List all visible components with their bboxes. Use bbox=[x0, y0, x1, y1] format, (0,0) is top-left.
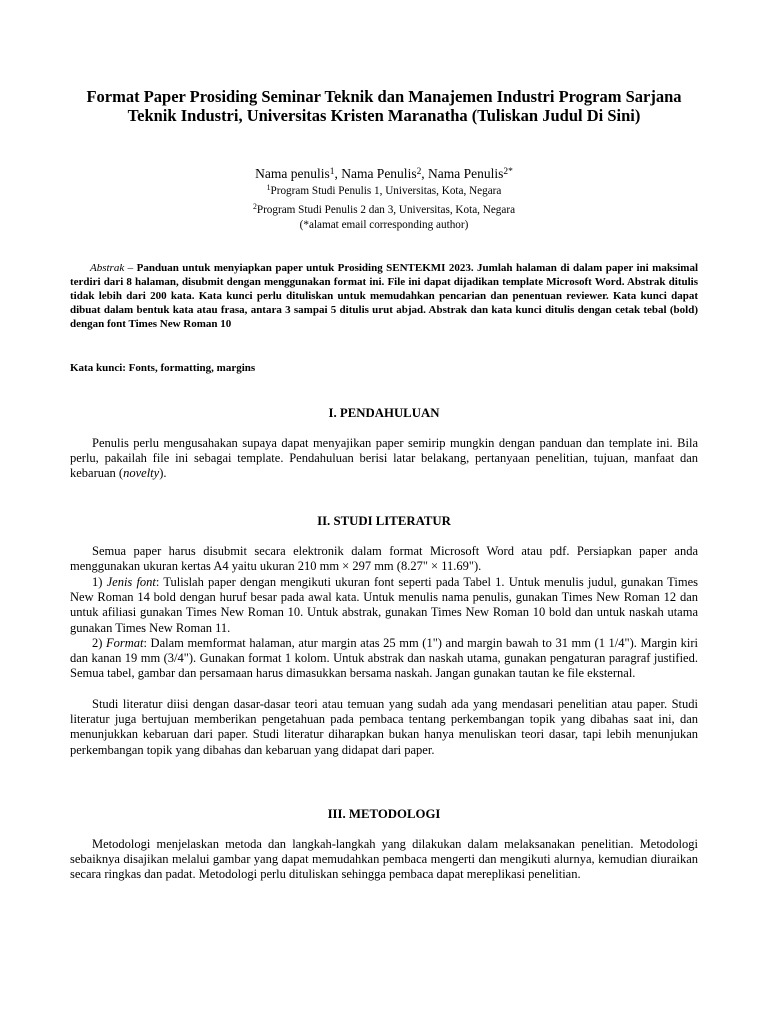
affiliation-2-sup: 2 bbox=[252, 202, 257, 212]
paragraph-submission: Semua paper harus disubmit secara elektronik dalam format Microsoft Word atau pdf. Persiapkan paper anda menggunakan ukuran kertas A4 yaitu ukuran 210 mm × 297 mm (8.27" × 11.69"). bbox=[70, 544, 698, 574]
author-1-sup: 1 bbox=[329, 166, 335, 177]
affiliation-1-text: Program Studi Penulis 1, Universitas, Kota, Negara bbox=[270, 185, 502, 197]
affiliation-2-text: Program Studi Penulis 2 dan 3, Universitas, Kota, Negara bbox=[256, 204, 516, 216]
novelty-term: novelty bbox=[123, 466, 160, 481]
affiliation-1-sup: 1 bbox=[266, 183, 271, 193]
author-2: Nama Penulis bbox=[341, 166, 417, 181]
author-2-sup: 2 bbox=[416, 166, 422, 177]
subheading-jenis-font: Jenis font bbox=[106, 575, 156, 589]
paragraph-text: : Tulislah paper dengan mengikuti ukuran font seperti pada Tabel 1. Untuk menulis judul, gunakan Times New Roman 14 bold dengan huruf besar pada awal kata. Untuk menulis nama penulis, gunakan Times New Roman 12 dan untuk afiliasi gunakan Times New Roman 10. Untuk abstrak, gunakan Times New Roman 10 bold dan untuk naskah utama gunakan Times New Roman 11. bbox=[70, 575, 698, 635]
section-heading-studi-literatur: II. STUDI LITERATUR bbox=[317, 514, 451, 528]
keywords-text: : Fonts, formatting, margins bbox=[122, 362, 256, 374]
paragraph-format bbox=[70, 636, 698, 682]
paragraph-text: : Dalam memformat halaman, atur margin atas 25 mm (1") and margin bawah to 31 mm (1 1/4"). Margin kiri dan kanan 19 mm (3/4"). Gunakan format 1 kolom. Untuk abstrak dan naskah utama, gunakan pengaturan paragraf justified. Semua tabel, gambar dan persamaan harus dimasukkan bersama naskah. Jangan gunakan tautan ke file eksternal. bbox=[70, 636, 698, 681]
section-heading-pendahuluan: I. PENDAHULUAN bbox=[328, 406, 440, 420]
list-number-2: 2) bbox=[92, 636, 106, 650]
affiliation-1 bbox=[80, 184, 688, 198]
subheading-format: Format bbox=[106, 636, 144, 650]
paragraph-studi-literatur: Studi literatur diisi dengan dasar-dasar teori atau temuan yang sudah ada yang mendasari penelitian atau paper. Studi literatur juga bertujuan memberikan pengetahuan pada pembaca tentang perkembangan topik yang dibahas saat ini, dan menunjukkan kebaruan dari paper. Studi literatur diharapkan bukan hanya menuliskan teori dasar, tapi lebih menunjukan perkembangan topik yang dibahas dan kebaruan yang didapat dari paper. bbox=[70, 697, 698, 757]
abstract bbox=[70, 261, 698, 331]
author-1: Nama penulis bbox=[255, 166, 330, 181]
author-3-sup: 2* bbox=[503, 166, 513, 177]
list-number-1: 1) bbox=[92, 575, 107, 589]
author-separator: , bbox=[334, 166, 342, 181]
author-3: Nama Penulis bbox=[428, 166, 504, 181]
keywords-label: Kata kunci bbox=[70, 362, 123, 374]
paragraph-text: Penulis perlu mengusahakan supaya dapat menyajikan paper semirip mungkin dengan panduan dan template ini. Bila perlu, pakailah file ini sebagai template. Pendahuluan berisi latar belakang, pertanyaan penelitian, tujuan, manfaat dan kebaruan ( bbox=[70, 436, 698, 481]
paragraph-pendahuluan bbox=[70, 436, 698, 482]
author-line bbox=[80, 166, 688, 182]
abstract-text: Panduan untuk menyiapkan paper untuk Prosiding SENTEKMI 2023. Jumlah halaman di dalam paper ini maksimal terdiri dari 8 halaman, disubmit dengan menggunakan format ini. File ini dapat dijadikan template Microsoft Word. Abstrak ditulis tidak lebih dari 200 kata. Kata kunci perlu dituliskan untuk memudahkan pencarian dan penentuan reviewer. Kata kunci dapat dibuat dalam bentuk kata atau frasa, antara 3 sampai 5 ditulis urut abjad. Abstrak dan kata kunci ditulis dengan cetak tebal (bold) dengan font Times New Roman 10 bbox=[70, 262, 698, 330]
paper-title: Format Paper Prosiding Seminar Teknik dan Manajemen Industri Program Sarjana Teknik Industri, Universitas Kristen Maranatha (Tuliskan Judul Di Sini) bbox=[86, 87, 682, 125]
affiliation-2 bbox=[80, 203, 688, 217]
author-separator: , bbox=[421, 166, 429, 181]
paragraph-metodologi: Metodologi menjelaskan metoda dan langkah-langkah yang dilakukan dalam melaksanakan penelitian. Metodologi sebaiknya disajikan melalui gambar yang dapat memudahkan pembaca mengerti dan mengikuti alurnya, kemudian diuraikan secara ringkas dan padat. Metodologi perlu dituliskan sehingga pembaca dapat mereplikasi penelitian. bbox=[70, 837, 698, 882]
corresponding-email: (*alamat email corresponding author) bbox=[299, 219, 469, 231]
abstract-dash: – bbox=[124, 262, 137, 274]
abstract-label: Abstrak bbox=[90, 262, 125, 274]
paragraph-text-end: ). bbox=[159, 466, 167, 481]
paragraph-jenis-font bbox=[70, 575, 698, 636]
keywords bbox=[70, 361, 698, 375]
section-heading-metodologi: III. METODOLOGI bbox=[327, 807, 441, 821]
